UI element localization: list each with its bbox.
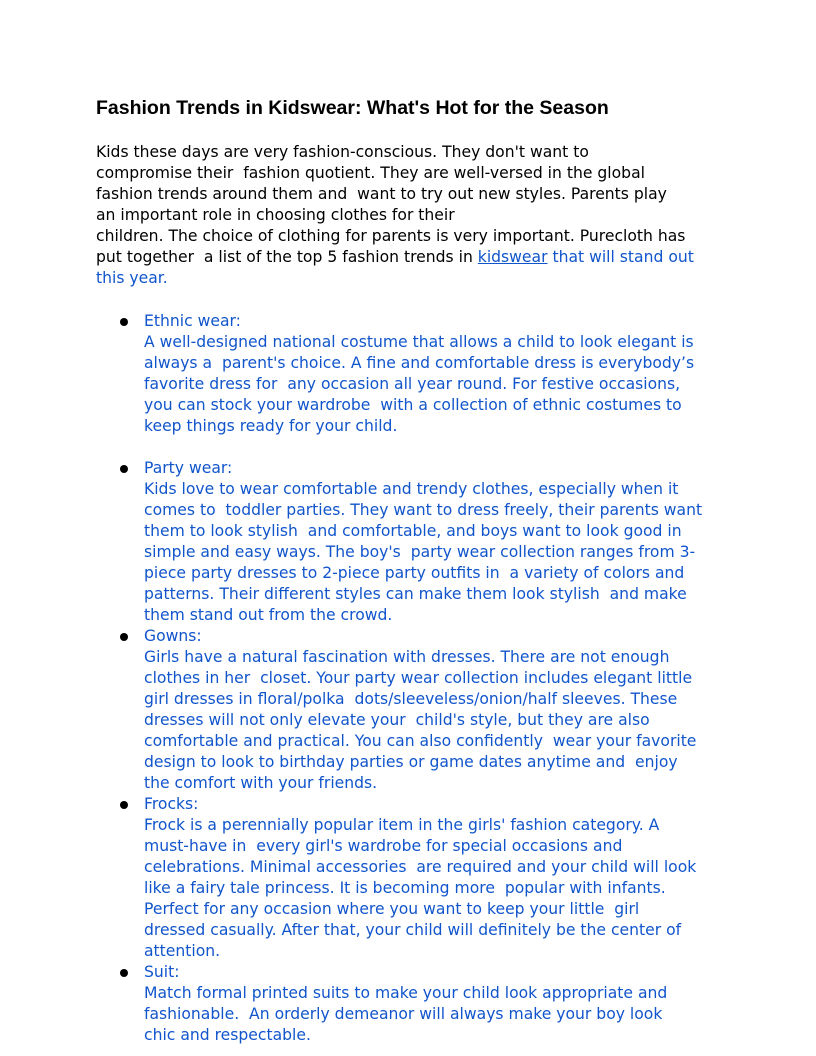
trend-line: must-have in every girl's wardrobe for special occasions and — [144, 837, 623, 855]
trend-line: design to look to birthday parties or game dates anytime and enjoy — [144, 753, 678, 771]
trend-line: Match formal printed suits to make your child look appropriate and — [144, 984, 668, 1002]
trend-line: dresses will not only elevate your child's style, but they are also — [144, 711, 650, 729]
bullet-icon — [120, 801, 128, 809]
bullet-icon — [120, 969, 128, 977]
bullet-icon — [120, 633, 128, 641]
intro-line-with-link — [96, 247, 720, 268]
trend-line: simple and easy ways. The boy's party wear collection ranges from 3- — [144, 543, 696, 561]
trend-line: dressed casually. After that, your child will definitely be the center of — [144, 921, 682, 939]
trend-heading: Frocks: — [144, 795, 199, 813]
trend-line: them stand out from the crowd. — [144, 606, 393, 624]
trend-heading: Suit: — [144, 963, 180, 981]
intro-line-prefix: put together a list of the top 5 fashion trends in — [96, 248, 478, 266]
trend-line: attention. — [144, 942, 221, 960]
trend-line: chic and respectable. — [144, 1026, 311, 1044]
trend-line: favorite dress for any occasion all year round. For festive occasions, — [144, 375, 681, 393]
trend-line: them to look stylish and comfortable, and boys want to look good in — [144, 522, 682, 540]
trend-heading: Gowns: — [144, 627, 202, 645]
intro-line: fashion trends around them and want to try out new styles. Parents play — [96, 185, 667, 203]
intro-paragraph — [96, 142, 720, 289]
list-item — [96, 458, 720, 626]
trends-list — [96, 311, 720, 1046]
trend-line: A well-designed national costume that allows a child to look elegant is — [144, 333, 694, 351]
intro-line: an important role in choosing clothes for their — [96, 206, 455, 224]
trend-line: the comfort with your friends. — [144, 774, 378, 792]
list-item — [96, 311, 720, 437]
document-page — [96, 96, 720, 1046]
trend-line: Girls have a natural fascination with dresses. There are not enough — [144, 648, 670, 666]
list-item — [96, 794, 720, 962]
list-item — [96, 962, 720, 1046]
trend-line: comfortable and practical. You can also confidently wear your favorite — [144, 732, 697, 750]
intro-line: compromise their fashion quotient. They are well-versed in the global — [96, 164, 645, 182]
trend-line: girl dresses in floral/polka dots/sleeveless/onion/half sleeves. These — [144, 690, 678, 708]
bullet-icon — [120, 318, 128, 326]
document-title: Fashion Trends in Kidswear: What's Hot for the Season — [96, 97, 609, 119]
trend-line: celebrations. Minimal accessories are required and your child will look — [144, 858, 697, 876]
bullet-icon — [120, 465, 128, 473]
trend-line: Frock is a perennially popular item in the girls' fashion category. A — [144, 816, 660, 834]
trend-line: like a fairy tale princess. It is becoming more popular with infants. — [144, 879, 666, 897]
trend-heading: Ethnic wear: — [144, 312, 241, 330]
trend-line: patterns. Their different styles can make them look stylish and make — [144, 585, 687, 603]
trend-line: Perfect for any occasion where you want to keep your little girl — [144, 900, 640, 918]
trend-line: comes to toddler parties. They want to dress freely, their parents want — [144, 501, 703, 519]
intro-line: children. The choice of clothing for parents is very important. Purecloth has — [96, 227, 686, 245]
intro-line: Kids these days are very fashion-conscious. They don't want to — [96, 143, 589, 161]
trend-line: Kids love to wear comfortable and trendy clothes, especially when it — [144, 480, 679, 498]
trend-line: keep things ready for your child. — [144, 417, 398, 435]
trend-line: fashionable. An orderly demeanor will always make your boy look — [144, 1005, 663, 1023]
trend-line: clothes in her closet. Your party wear collection includes elegant little — [144, 669, 693, 687]
trend-line: you can stock your wardrobe with a collection of ethnic costumes to — [144, 396, 682, 414]
trend-line: always a parent's choice. A fine and comfortable dress is everybody’s — [144, 354, 695, 372]
trend-line: piece party dresses to 2-piece party outfits in a variety of colors and — [144, 564, 685, 582]
intro-line: this year. — [96, 269, 168, 287]
trend-heading: Party wear: — [144, 459, 233, 477]
list-item — [96, 626, 720, 794]
kidswear-link[interactable]: kidswear — [477, 248, 548, 266]
intro-line-suffix: that will stand out — [547, 248, 694, 266]
